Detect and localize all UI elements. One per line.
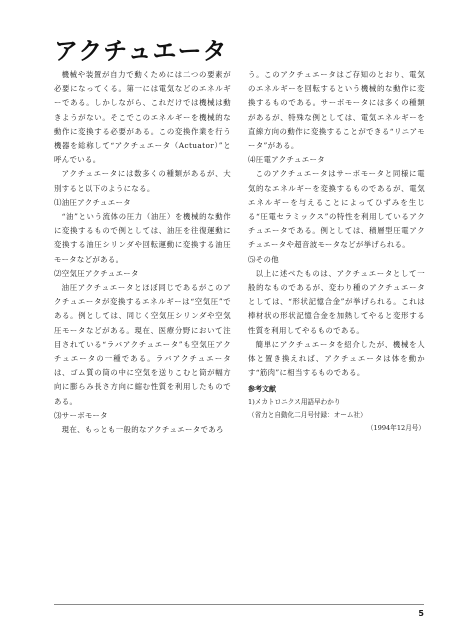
issue-date: （1994年12月号） [366, 424, 425, 433]
right-column-body [248, 68, 425, 380]
paragraph: 現在、もっとも一般的なアクチュエータであろ [61, 425, 224, 435]
section-heading: ⑶サーボモータ [54, 410, 108, 420]
paragraph: アクチュエータには数多くの種類があるが、大別すると以下のようになる。 [54, 169, 231, 193]
paragraph: “油”という流体の圧力（油圧）を機械的な動作に変換するもので例としては、油圧を往復運動に変換する油圧シリンダや回転運動に変換する油圧モータなどがある。 [54, 212, 231, 264]
article-title: アクチュエータ [54, 37, 228, 65]
section-heading: ⑷圧電アクチュエータ [248, 155, 325, 165]
paragraph: このアクチュエータはサーボモータと同様に電気的なエネルギーを変換するものであるが、電気エネルギーを与えることによってひずみを生じる“圧電セラミックス”の特性を利用しているアクチュエータである。例としては、積層型圧電アクチュエータや超音波モータなどが挙げられる。 [248, 169, 425, 250]
paragraph: 以上に述べたものは、アクチュエータとして一般的なものであるが、変わり種のアクチュエータとしては、“形状記憶合金”が挙げられる。これは棒材状の形状記憶合金を加熱してやると変形する性質を利用してやるものである。 [248, 268, 425, 335]
page-number: 5 [418, 609, 424, 618]
left-column [54, 68, 231, 437]
reference-item: （省力と自動化二月号付録：オーム社） [248, 411, 367, 420]
paragraph: 簡単にアクチュエータを紹介したが、機械を人体と置き換えれば、アクチュエータは体を動かす“筋肉”に相当するものである。 [248, 339, 425, 378]
section-heading: ⑸その他 [248, 254, 279, 264]
references-heading: 参考文献 [248, 385, 276, 394]
paragraph: 油圧アクチュエータとほぼ同じであるがこのアクチュエータが変換するエネルギーは“空気圧”である。例としては、同じく空気圧シリンダや空気圧モータなどがある。現在、医療分野において注目されている“ラバアクチュエータ”も空気圧アクチュエータの一種である。ラバアクチュエータは、ゴム質の筒の中に空気を送りこむと筒が幅方向に膨らみ長さ方向に縮む性質を利用したものである。 [54, 283, 231, 406]
section-heading: ⑴油圧アクチュエータ [54, 197, 131, 207]
paragraph: 機械や装置が自力で動くためには二つの要素が必要になってくる。第一には電気などのエネルギーである。しかしながら、これだけでは機械は動きようがない。そこでこのエネルギーを機械的な動作に変換する必要がある。この変換作業を行う機器を総称して“アクチュエータ（Actuator）”と呼んでいる。 [54, 70, 231, 165]
right-column [248, 68, 425, 435]
footer-divider [54, 604, 424, 605]
reference-item: 1)メカトロニクス用語早わかり [248, 398, 341, 407]
section-heading: ⑵空気圧アクチュエータ [54, 268, 139, 278]
paragraph: う。このアクチュエータはご存知のとおり、電気のエネルギーを回転するという機械的な動作に変換するものである。サーボモータには多くの種類があるが、特殊な例としては、電気エネルギーを直線方向の動作に変換することができる“リニアモータ”がある。 [248, 70, 425, 151]
